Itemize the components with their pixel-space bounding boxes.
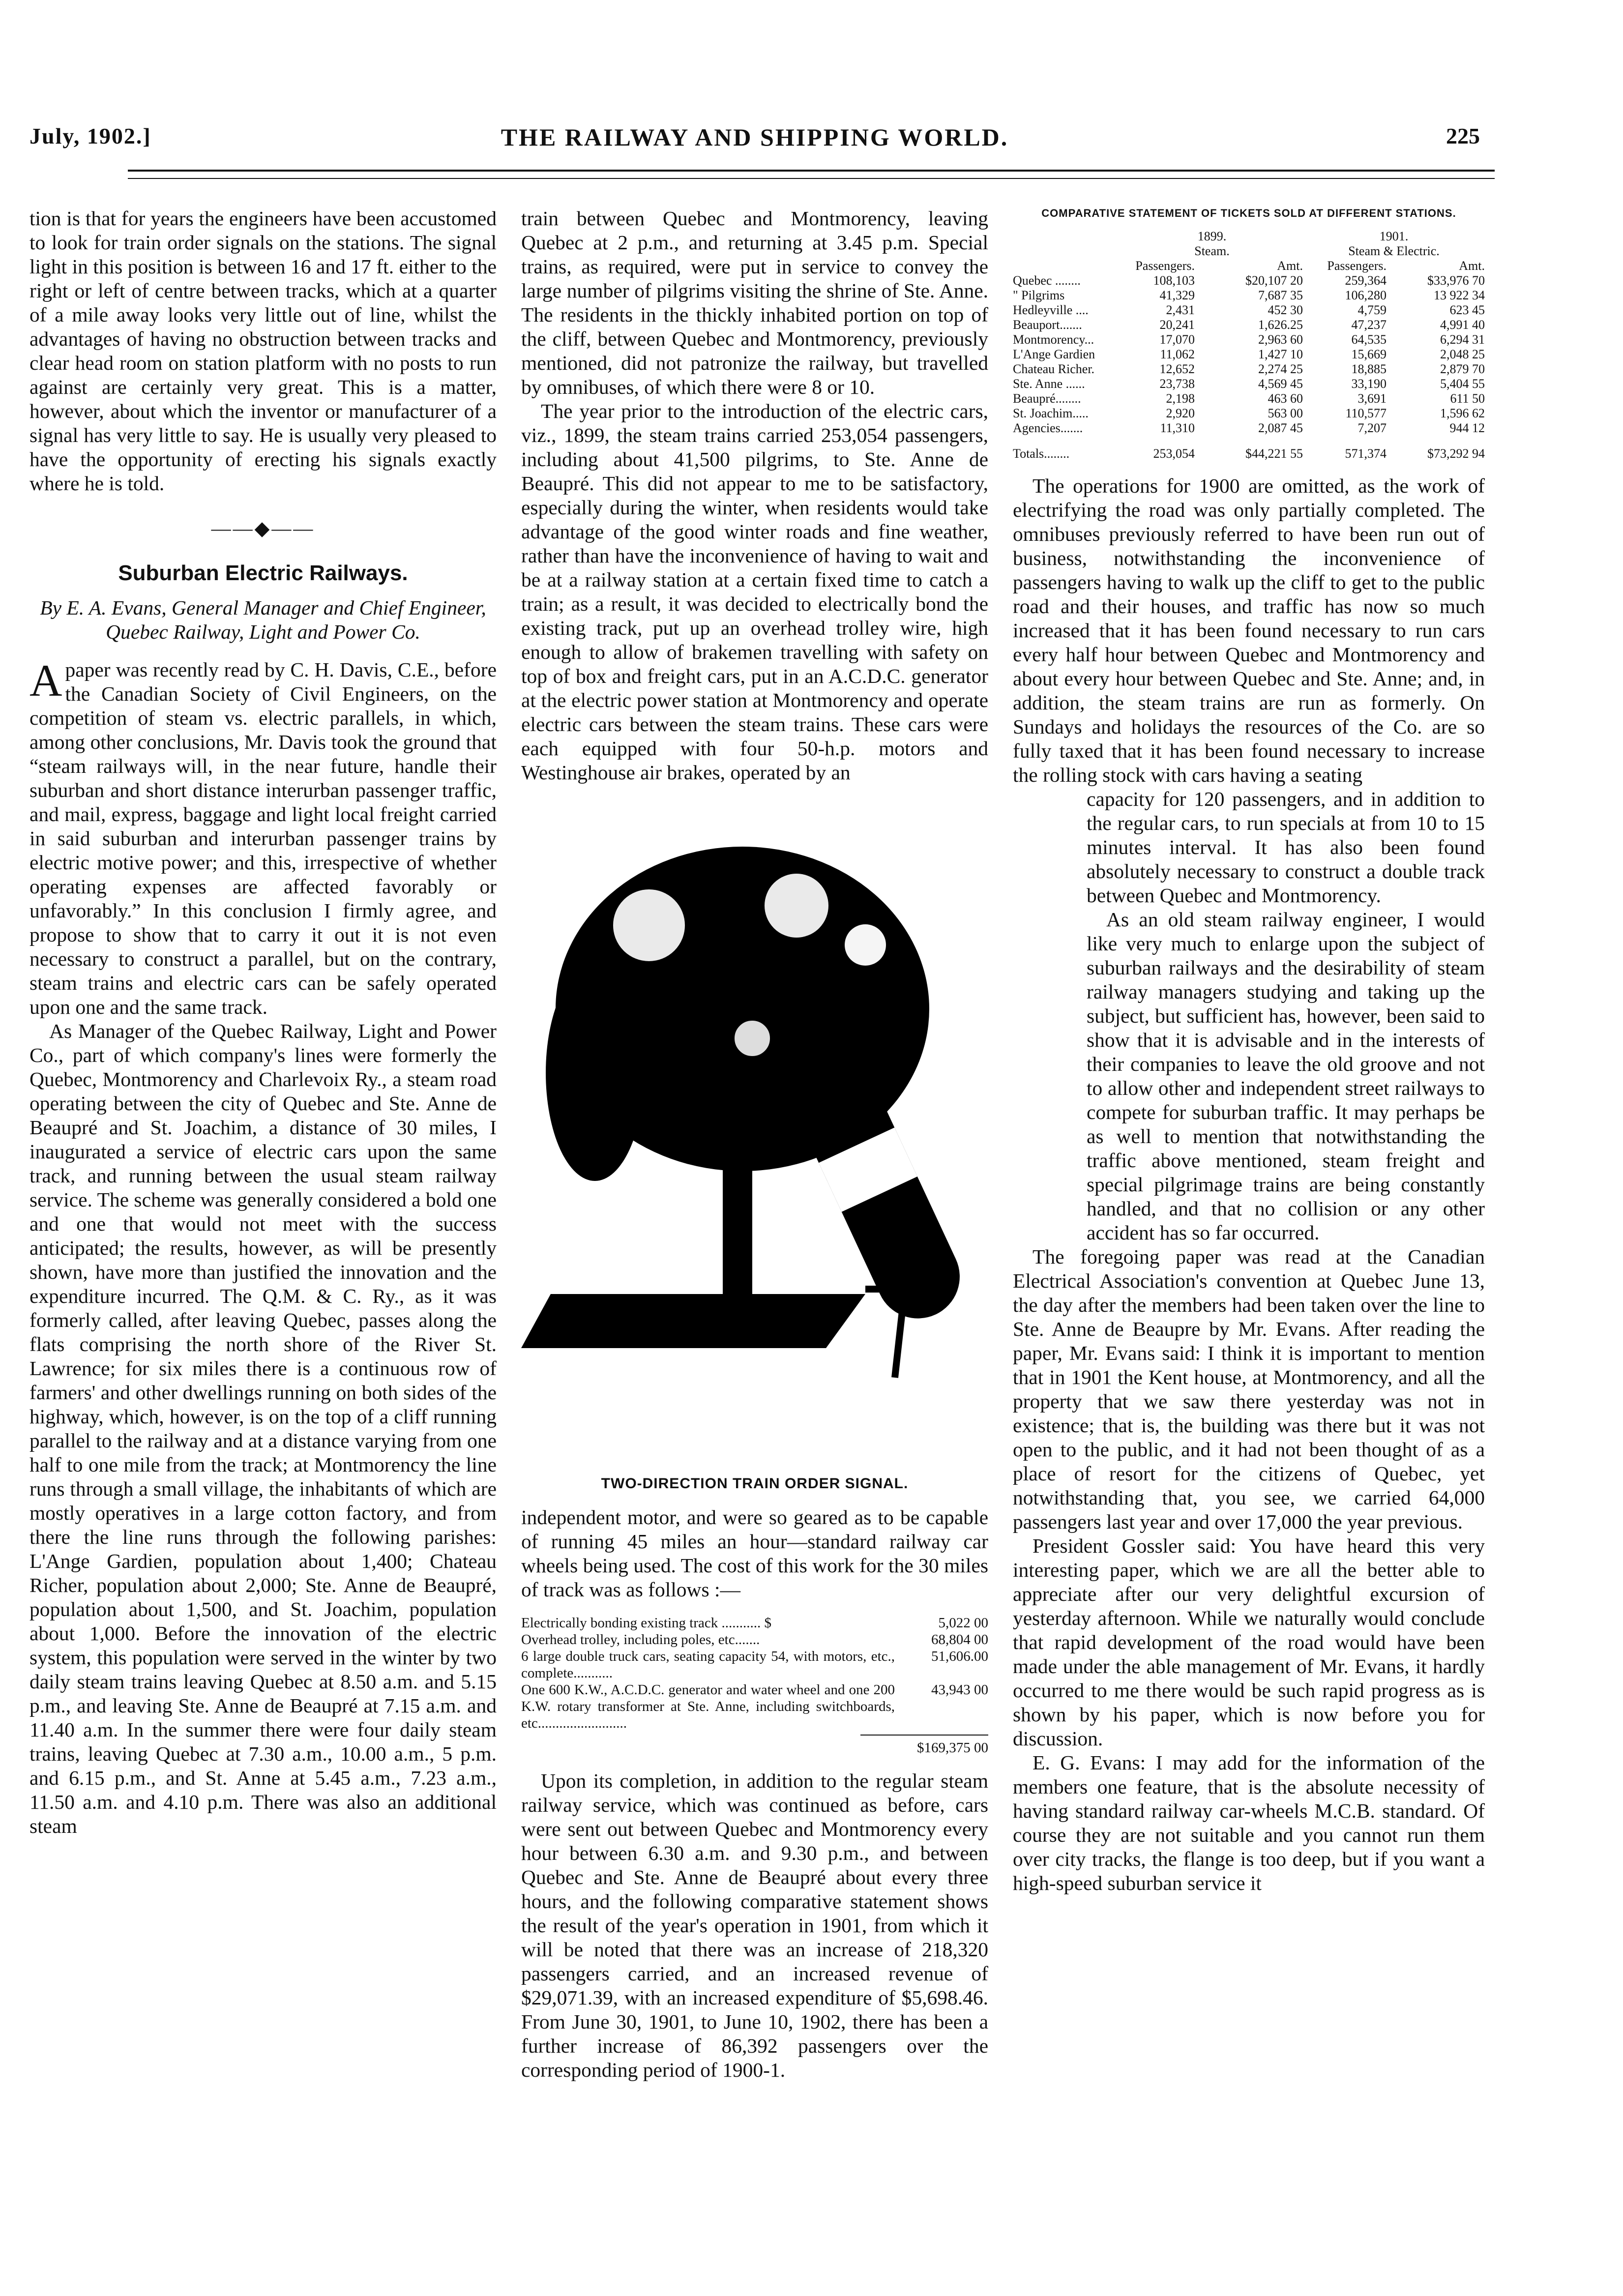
table-cell: 463 60 [1268, 391, 1303, 406]
paragraph: train between Quebec and Montmorency, leaving Quebec at 2 p.m., and returning at 3.45 p.m. Special trains, as required, were put in service to convey the large number of pilgrims visiting the shrine of Ste. Anne. The residents in the thickly inhabited portion on top of the cliff, between Quebec and Montmorency, previously mentioned, did not patronize the railway, but travelled by omnibuses, of which there were 8 or 10. [521, 207, 988, 398]
table-cell: 571,374 [1345, 446, 1387, 461]
table-cell: 6,294 31 [1440, 332, 1485, 347]
table-title: COMPARATIVE STATEMENT OF TICKETS SOLD AT DIFFERENT STATIONS. [1041, 207, 1456, 219]
table-cell: 452 30 [1268, 303, 1303, 317]
paragraph: capacity for 120 passengers, and in addition to the regular cars, to run specials at from 10 to 15 minutes interval. It has also been found absolutely necessary to construct a double track between Quebec and Montmorency. [1087, 788, 1485, 907]
table-cell: 2,198 [1166, 391, 1195, 406]
table-cell: 2,879 70 [1440, 362, 1485, 376]
cost-item: 6 large double truck cars, seating capacity 54, with motors, etc., complete........... [521, 1648, 895, 1681]
article-title: Suburban Electric Railways. [118, 561, 408, 585]
table-cell: 253,054 [1153, 446, 1195, 461]
table-cell: 11,310 [1160, 421, 1195, 435]
cost-row [521, 1681, 988, 1732]
column-header: Passengers. [1135, 259, 1195, 273]
signal-base [521, 1294, 865, 1348]
table-cell: 18,885 [1351, 362, 1387, 376]
paragraph: As an old steam railway engineer, I would like very much to enlarge upon the subject of suburban railways and the desirability of steam railway managers studying and taking up the subject, but sufficient has, however, been said to show that it is advisable and in the interests of their companies to leave the old groove and not to allow other and independent street railways to compete for suburban traffic. It may perhaps be as well to mention that notwithstanding the traffic above mentioned, steam freight and special pilgrimage trains are being constantly handled, and that no collision or any other accident has so far occurred. [1087, 908, 1485, 1244]
table-cell: Beaupré........ [1013, 391, 1081, 406]
table-cell: $44,221 55 [1245, 446, 1303, 461]
table-cell: 611 50 [1450, 391, 1485, 406]
table-row [1013, 303, 1485, 318]
column-header: Amt. [1277, 259, 1303, 273]
column-header: Passengers. [1327, 259, 1387, 273]
group-label: Steam. [1194, 244, 1230, 258]
table-cell: 7,687 35 [1258, 288, 1303, 302]
drop-cap: A [30, 655, 62, 706]
table-cell: 17,070 [1159, 332, 1195, 347]
cost-row [521, 1631, 988, 1648]
table-row [1013, 288, 1485, 303]
table-cell: 110,577 [1345, 406, 1387, 420]
lamp-disc [611, 887, 687, 964]
table-cell: 563 00 [1268, 406, 1303, 420]
signal-illustration [521, 797, 988, 1496]
table-cell: 4,991 40 [1440, 318, 1485, 332]
ticket-statement-table [1013, 206, 1485, 461]
table-cell: Ste. Anne ...... [1013, 377, 1085, 391]
table-row [1013, 406, 1485, 421]
table-cell: $73,292 94 [1427, 446, 1485, 461]
table-cell: 7,207 [1357, 421, 1387, 435]
table-row [1013, 377, 1485, 391]
table-cell: 2,048 25 [1440, 347, 1485, 361]
table-cell: 20,241 [1159, 318, 1195, 332]
table-cell: 623 45 [1449, 303, 1485, 317]
cost-item: Overhead trolley, including poles, etc....... [521, 1632, 760, 1648]
table-cell: Totals........ [1013, 446, 1070, 461]
cost-total: $169,375 00 [860, 1735, 988, 1756]
table-cell: 2,274 25 [1258, 362, 1303, 376]
table-totals-row [1013, 446, 1485, 461]
table-cell: 13 922 34 [1434, 288, 1485, 302]
table-cell: Quebec ........ [1013, 273, 1081, 288]
table-cell: Agencies....... [1013, 421, 1083, 435]
cost-amount: 68,804 00 [931, 1632, 988, 1648]
table-year-header [1013, 229, 1485, 244]
paragraph: independent motor, and were so geared as to be capable of running 45 miles an hour—standard railway car wheels being used. The cost of this work for the 30 miles of track was as follows :— [521, 1506, 988, 1601]
table-cell: L'Ange Gardien [1013, 347, 1095, 361]
table-row [1013, 332, 1485, 347]
paragraph: The foregoing paper was read at the Canadian Electrical Association's convention at Quebec June 13, the day after the members had been taken over the line to Ste. Anne de Beaupre by Mr. Evans. After reading the paper, Mr. Evans said: I think it is important to mention that in 1901 the Kent house, at Montmorency, and all the property that we saw there yesterday was not in existence; that is, the building was there but it was not open to the public, and it had not been thought of as a place of resort for the citizens of Quebec, yet notwithstanding that, you see, we carried 64,000 passengers last year and over 17,000 the year previous. [1013, 1245, 1485, 1533]
table-row [1013, 318, 1485, 332]
section-ornament: ——◆—— [211, 517, 315, 539]
table-cell: 11,062 [1160, 347, 1195, 361]
header-rule-thin [128, 178, 1495, 179]
narrow-text-block [1087, 787, 1485, 1245]
page-number: 225 [1446, 123, 1480, 148]
cost-item: One 600 K.W., A.C.D.C. generator and water wheel and one 200 K.W. rotary transformer at Ste. Anne, including switchboards, etc......................... [521, 1682, 895, 1731]
column-1 [30, 206, 497, 1838]
table-body [1013, 273, 1485, 436]
paragraph: Upon its completion, in addition to the regular steam railway service, which was continued as before, cars were sent out between Quebec and Montmorency every hour between 6.30 a.m. and 9.30 p.m., and between Quebec and Ste. Anne de Beaupré about every three hours, and the following comparative statement shows the result of the year's operation in 1901, from which it will be noted that there was an increase of 218,320 passengers carried, and an increased revenue of $29,071.39, with an increased expenditure of $5,698.46. From June 30, 1901, to June 10, 1902, there has been a further increase of 86,392 passengers over the corresponding period of 1900-1. [521, 1769, 988, 2081]
column-header: Amt. [1459, 259, 1485, 273]
table-cell: 1,596 62 [1440, 406, 1485, 420]
article-byline: By E. A. Evans, General Manager and Chief Engineer, Quebec Railway, Light and Power Co. [40, 596, 486, 643]
table-row [1013, 421, 1485, 436]
table-cell: 944 12 [1449, 421, 1485, 435]
paragraph: President Gossler said: You have heard this very interesting paper, which we are all the better able to appreciate after our very delightful excursion of yesterday afternoon. While we naturally would conclude that rapid development of the road would have been made under the able management of Mr. Evans, it hardly occurred to me there would be such rapid progress as is shown by his paper, which is now before you for discussion. [1013, 1534, 1485, 1750]
lamp-disc [733, 1019, 772, 1058]
table-cell: Hedleyville .... [1013, 303, 1089, 317]
paragraph: As Manager of the Quebec Railway, Light and Power Co., part of which company's lines were formerly the Quebec, Montmorency and Charlevoix Ry., a steam road operating between the city of Quebec and Ste. Anne de Beaupré and St. Joachim, a distance of 30 miles, I inaugurated a service of electric cars upon the same track, and running between the usual steam railway service. The scheme was generally considered a bold one and one that would not meet with the success anticipated; the results, however, as will be presently shown, have more than justified the innovation and the expenditure incurred. The Q.M. & C. Ry., as it was formerly called, after leaving Quebec, passes along the flats comprising the north shore of the River St. Lawrence; for six miles there is a continuous row of farmers' and other dwellings running on both sides of the highway, which, however, is on the top of a cliff running parallel to the railway and at a distance varying from one half to one mile from the track; at Montmorency the line runs through a small village, the inhabitants of which are mostly operatives in a large cotton factory, and from there the line runs through the following parishes: L'Ange Gardien, population about 1,400; Chateau Richer, population about 2,000; Ste. Anne de Beaupré, population about 1,500, and St. Joachim, population about 1,000. Before the innovation of the electric system, this population were served in the winter by two daily steam trains leaving Quebec at 8.50 a.m. and 5.15 p.m., and leaving Ste. Anne de Beaupré at 7.15 a.m. and 11.40 a.m. In the summer there were four daily steam trains, leaving Quebec at 7.30 a.m., 10.00 a.m., 5 p.m. and 6.15 p.m., and St. Anne at 5.45 a.m., 7.23 a.m., 11.50 a.m. and 4.10 p.m. There was also an additional steam [30, 1020, 497, 1837]
year-label: 1901. [1379, 229, 1409, 243]
train-order-signal-image [521, 797, 988, 1466]
table-cell: 4,759 [1357, 303, 1387, 317]
lamp-disc [762, 871, 831, 940]
table-cell: 5,404 55 [1440, 377, 1485, 391]
cost-table [521, 1615, 988, 1756]
table-cell: 2,087 45 [1258, 421, 1303, 435]
year-label: 1899. [1197, 229, 1227, 243]
cost-amount: 43,943 00 [931, 1682, 988, 1698]
figure-caption: TWO-DIRECTION TRAIN ORDER SIGNAL. [601, 1475, 909, 1492]
column-2 [521, 206, 988, 2082]
table-cell: $33,976 70 [1427, 273, 1485, 288]
paragraph: tion is that for years the engineers have been accustomed to look for train order signals on the stations. The signal light in this position is between 16 and 17 ft. either to the right or left of centre between tracks, which at a quarter of a mile away looks very little out of line, whilst the advantages of having no obstruction between tracks and clear head room on station platform with no posts to run against are certainly very great. This is a matter, however, about which the inventor or manufacturer of a signal has very little to say. He is usually very pleased to have the opportunity of erecting his signals exactly where he is told. [30, 207, 497, 495]
running-header [30, 123, 1480, 162]
table-cell: Montmorency... [1013, 332, 1094, 347]
table-cell: 106,280 [1345, 288, 1387, 302]
table-cell: 2,920 [1166, 406, 1195, 420]
table-cell: 2,963 60 [1258, 332, 1303, 347]
table-cell: 33,190 [1351, 377, 1387, 391]
cost-amount: 5,022 00 [938, 1615, 988, 1631]
table-cell: 41,329 [1159, 288, 1195, 302]
table-row [1013, 362, 1485, 377]
cost-item: Electrically bonding existing track ........... $ [521, 1615, 771, 1631]
table-cell: 108,103 [1153, 273, 1195, 288]
table-cell: 64,535 [1351, 332, 1387, 347]
table-cell: 3,691 [1357, 391, 1387, 406]
table-cell: 1,626.25 [1258, 318, 1303, 332]
table-cell: 47,237 [1351, 318, 1387, 332]
cost-row [521, 1615, 988, 1631]
table-cell: Beauport....... [1013, 318, 1082, 332]
table-row [1013, 273, 1485, 288]
paragraph: The operations for 1900 are omitted, as the work of electrifying the road was only partially completed. The omnibuses previously referred to have been run out of business, notwithstanding the inconvenience of passengers having to walk up the cliff to get to the public road and their houses, and traffic has now so much increased that it has been found necessary to run cars every half hour between Quebec and Montmorency and about every hour between Quebec and Ste. Anne; and, in addition, the steam trains are run as formerly. On Sundays and holidays the resources of the Co. are so fully taxed that it has been found necessary to increase the rolling stock with cars having a seating [1013, 474, 1485, 786]
signal-arm-left [546, 965, 644, 1181]
paragraph: E. G. Evans: I may add for the information of the members one feature, that is the absolute necessity of having standard railway car-wheels M.C.B. standard. Of course they are not suitable and you cannot run them over city tracks, the flange is too deep, but if you want a high-speed suburban service it [1013, 1751, 1485, 1894]
table-cell: $20,107 20 [1245, 273, 1303, 288]
table-cell: 15,669 [1351, 347, 1387, 361]
header-title: THE RAILWAY AND SHIPPING WORLD. [501, 123, 1009, 151]
table-cell: Chateau Richer. [1013, 362, 1095, 376]
table-column-headers [1013, 259, 1485, 273]
cost-amount: 51,606.00 [931, 1648, 988, 1664]
cost-row [521, 1648, 988, 1681]
table-cell: 12,652 [1159, 362, 1195, 376]
table-group-header [1013, 244, 1485, 259]
table-cell: 1,427 10 [1258, 347, 1303, 361]
table-row [1013, 347, 1485, 362]
header-date: July, 1902.] [30, 123, 151, 148]
table-cell: 23,738 [1159, 377, 1195, 391]
group-label: Steam & Electric. [1348, 244, 1440, 258]
lamp-disc [843, 922, 888, 968]
column-3 [1013, 206, 1485, 1895]
paragraph: paper was recently read by C. H. Davis, C.E., before the Canadian Society of Civil Engineers, on the competition of steam vs. electric parallels, in which, among other conclusions, Mr. Davis took the ground that “steam railways will, in the near future, handle their suburban and short distance interurban passenger traffic, and mail, express, baggage and light local freight carried in said suburban and interurban passenger trains by electric motive power; and this, irrespective of whether operating expenses are affected favorably or unfavorably.” In this conclusion I firmly agree, and propose to show that to carry it out it is not even necessary to construct a parallel, but on the contrary, steam trains and electric cars can be safely operated upon one and the same track. [30, 658, 497, 1018]
table-row [1013, 391, 1485, 406]
table-cell: 259,364 [1345, 273, 1387, 288]
paragraph: The year prior to the introduction of the electric cars, viz., 1899, the steam trains carried 253,054 passengers, including about 41,500 pilgrims, to Ste. Anne de Beaupré. This did not appear to me to be satisfactory, especially during the winter, when residents would take advantage of the good winter roads and fine weather, rather than have the inconvenience of having to wait and be at a railway station at a certain fixed time to catch a train; as a result, it was decided to electrically bond the existing track, put up an overhead trolley wire, high enough to allow of brakemen travelling with safety on top of box and freight cars, put in an A.C.D.C. generator at the electric power station at Montmorency and operate electric cars between the steam trains. These cars were each equipped with four 50-h.p. motors and Westinghouse air brakes, operated by an [521, 400, 988, 784]
table-cell: 2,431 [1166, 303, 1195, 317]
table-cell: St. Joachim..... [1013, 406, 1089, 420]
table-cell: 4,569 45 [1258, 377, 1303, 391]
header-rule [128, 170, 1495, 172]
table-cell: " Pilgrims [1013, 288, 1065, 302]
